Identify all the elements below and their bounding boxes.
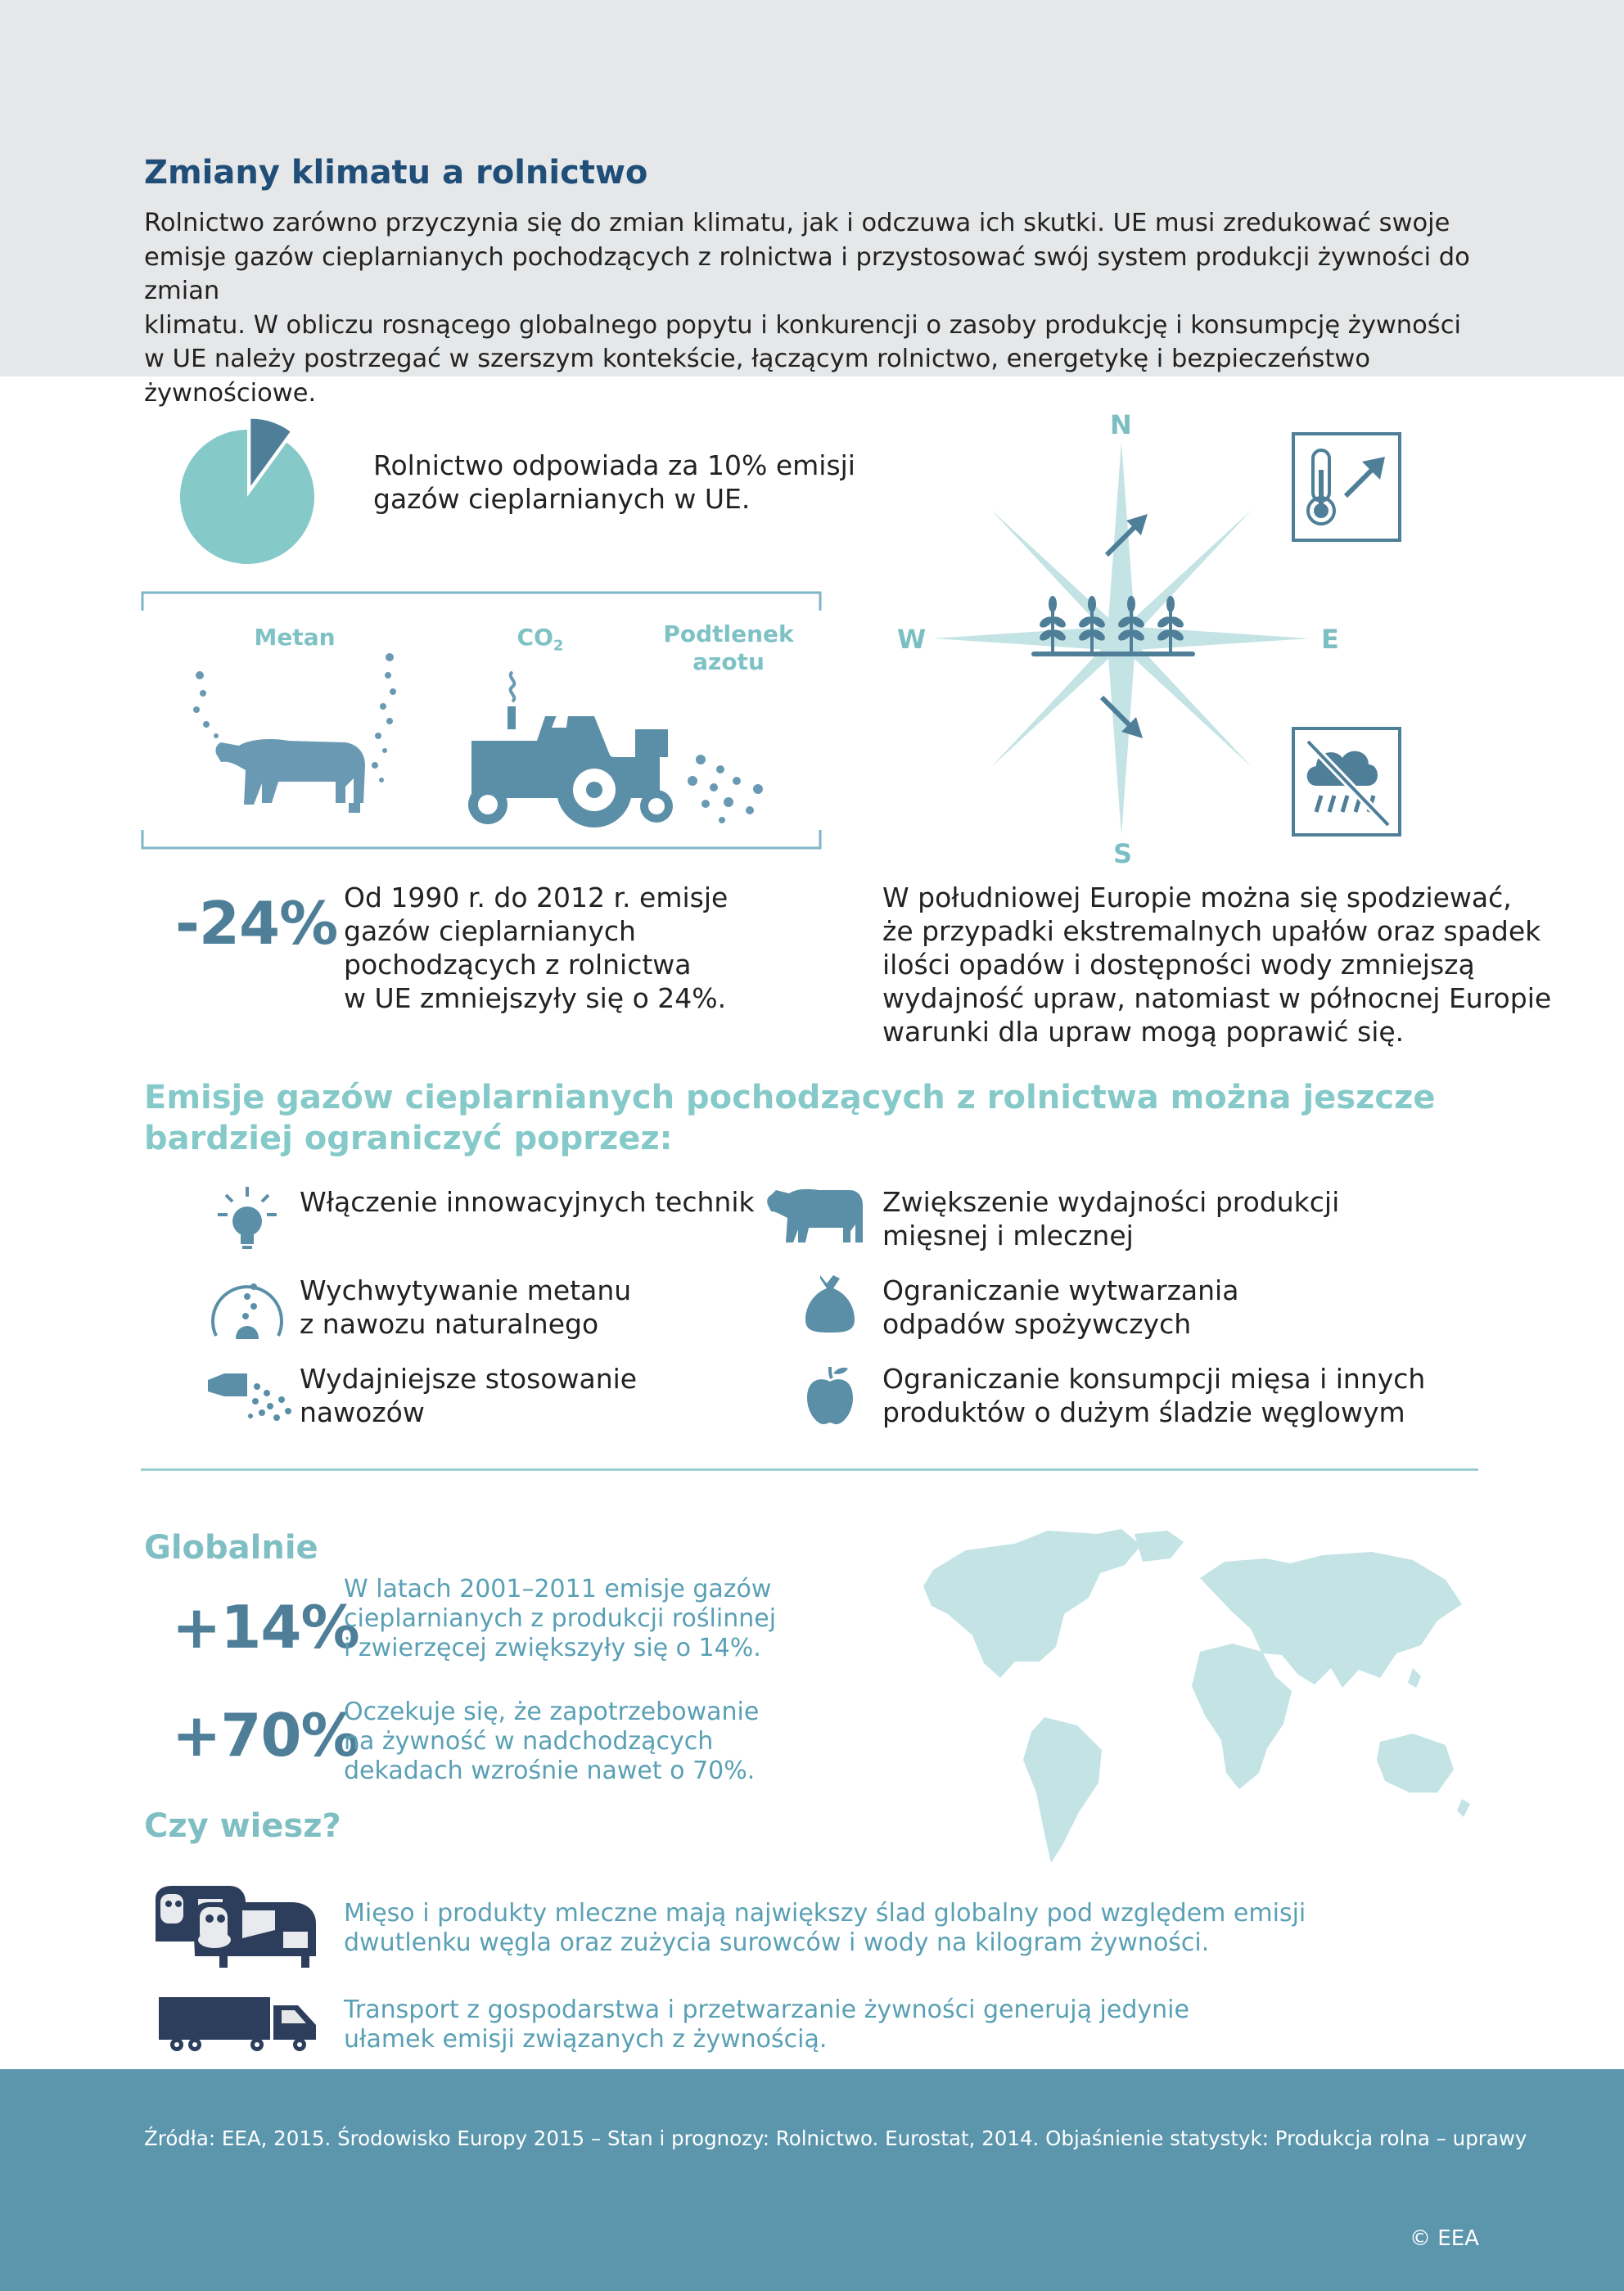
thermometer-rising-icon xyxy=(1292,432,1401,542)
reduce-item-efficiency xyxy=(882,1185,1339,1252)
reduction-line: pochodzących z rolnictwa xyxy=(344,949,692,981)
reduction-line: gazów cieplarnianych xyxy=(344,915,636,947)
intro-line: w UE należy postrzegać w szerszym kontekście, łączącym rolnictwo, energetykę i bezpieczeństwo żywnościowe. xyxy=(144,345,1371,408)
reduce-heading-line: Emisje gazów cieplarnianych pochodzących z rolnictwa można jeszcze xyxy=(144,1079,1436,1116)
share-text xyxy=(373,449,855,516)
reduce-item-innovation xyxy=(300,1185,755,1219)
reduce-item-line: odpadów spożywczych xyxy=(882,1308,1192,1340)
reduce-item-line: Wydajniejsze stosowanie xyxy=(300,1363,638,1395)
reduce-item-line: z nawozu naturalnego xyxy=(300,1308,599,1340)
global-stat-line: W latach 2001–2011 emisje gazów xyxy=(344,1575,772,1603)
world-map-icon xyxy=(922,1529,1486,1873)
share-line: gazów cieplarnianych w UE. xyxy=(373,483,751,515)
intro-line: Rolnictwo zarówno przyczynia się do zmian klimatu, jak i odczuwa ich skutki. UE musi zredukować swoje xyxy=(144,209,1450,237)
south-europe-line: warunki dla upraw mogą poprawić się. xyxy=(882,1016,1405,1048)
co2-main: CO xyxy=(517,624,553,651)
reduce-item-meat xyxy=(882,1362,1425,1429)
compass-east: E xyxy=(1321,624,1339,655)
south-europe-line: wydajność upraw, natomiast w północnej Europie xyxy=(882,982,1552,1014)
global-stat-value: +14% xyxy=(172,1593,359,1662)
global-stat-line: dekadach wzrośnie nawet o 70%. xyxy=(344,1757,756,1785)
cow-icon xyxy=(774,1182,866,1251)
footer-band xyxy=(0,2069,1624,2291)
south-europe-line: ilości opadów i dostępności wody zmniejszą xyxy=(882,949,1475,981)
intro-line: emisje gazów cieplarnianych pochodzących z rolnictwa i przystosować swój system produkcji żywności do zmian xyxy=(144,242,1470,305)
share-line: Rolnictwo odpowiada za 10% emisji xyxy=(373,449,855,481)
tractor-icon xyxy=(463,667,692,831)
compass-west: W xyxy=(897,624,927,655)
reduce-heading-line: bardziej ograniczyć poprzez: xyxy=(144,1120,673,1157)
reduce-item-line: produktów o dużym śladzie węglowym xyxy=(882,1396,1405,1428)
n2o-line: Podtlenek xyxy=(663,620,794,647)
fact-line: Mięso i produkty mleczne mają największy ślad globalny pod względem emisji xyxy=(344,1899,1306,1928)
reduce-item-waste xyxy=(882,1274,1238,1341)
lightbulb-icon xyxy=(214,1185,280,1251)
compass-north: N xyxy=(1110,409,1132,440)
copyright: © EEA xyxy=(1410,2226,1479,2251)
south-europe-line: W południowej Europie można się spodziewać, xyxy=(882,882,1512,913)
reduce-item-line: Ograniczanie konsumpcji mięsa i innych xyxy=(882,1363,1426,1395)
pie-chart-icon xyxy=(180,413,327,569)
south-europe-line: że przypadki ekstremalnych upałów oraz spadek xyxy=(882,915,1541,947)
nitrous-oxide-dots-icon xyxy=(684,753,783,827)
reduce-item-fertilizer xyxy=(300,1362,637,1429)
cows-icon xyxy=(152,1883,321,1973)
global-stat-value: +70% xyxy=(172,1701,359,1770)
reduce-item-line: Ograniczanie wytwarzania xyxy=(882,1274,1239,1306)
cow-methane-icon xyxy=(188,651,409,823)
fact-text xyxy=(344,1899,1306,1958)
cloud-rain-icon xyxy=(1292,727,1401,837)
global-stat-line: i zwierzęcej zwiększyły się o 14%. xyxy=(344,1634,761,1662)
apple-icon xyxy=(805,1365,855,1424)
page-title: Zmiany klimatu a rolnictwo xyxy=(144,154,648,192)
n2o-line: azotu xyxy=(692,648,765,675)
compass-rose-icon xyxy=(933,442,1310,835)
waste-bag-icon xyxy=(804,1272,856,1334)
global-heading: Globalnie xyxy=(144,1529,318,1567)
compass-south: S xyxy=(1113,838,1133,869)
fact-text xyxy=(344,1996,1189,2054)
reduce-item-line: Zwiększenie wydajności produkcji xyxy=(882,1186,1340,1218)
truck-icon xyxy=(159,1997,319,2051)
global-stat-line: cieplarnianych z produkcji roślinnej xyxy=(344,1604,777,1633)
global-stat-text xyxy=(344,1575,776,1663)
fact-line: dwutlenku węgla oraz zużycia surowców i wody na kilogram żywności. xyxy=(344,1928,1210,1957)
reduction-text xyxy=(344,881,728,1015)
pie-rest-slice xyxy=(180,430,314,564)
co2-label xyxy=(499,624,581,655)
reduce-item-line: nawozów xyxy=(300,1396,425,1428)
reduction-line: Od 1990 r. do 2012 r. emisje xyxy=(344,882,729,913)
co2-subscript: 2 xyxy=(553,637,564,655)
did-you-know-heading: Czy wiesz? xyxy=(144,1807,341,1845)
reduction-value: -24% xyxy=(175,889,338,958)
methane-label: Metan xyxy=(254,624,336,651)
south-europe-text xyxy=(882,881,1551,1049)
methane-capture-icon xyxy=(208,1270,286,1344)
reduce-heading xyxy=(144,1077,1436,1159)
global-stat-line: Oczekuje się, że zapotrzebowanie xyxy=(344,1698,760,1726)
reduction-line: w UE zmniejszyły się o 24%. xyxy=(344,982,727,1014)
intro-paragraph xyxy=(144,206,1503,410)
intro-line: klimatu. W obliczu rosnącego globalnego popytu i konkurencji o zasoby produkcję i konsumpcję żywności xyxy=(144,310,1461,340)
global-stat-text xyxy=(344,1698,759,1786)
sources-text: Źródła: EEA, 2015. Środowisko Europy 2015 – Stan i prognozy: Rolnictwo. Eurostat, 2014. Objaśnienie statystyk: Produkcja rolna – uprawy xyxy=(144,2126,1527,2150)
reduce-item-line: mięsnej i mlecznej xyxy=(882,1220,1134,1251)
section-divider xyxy=(141,1468,1478,1471)
reduce-item-line: Włączenie innowacyjnych technik xyxy=(300,1186,755,1218)
global-stat-line: na żywność w nadchodzących xyxy=(344,1727,714,1756)
fact-line: ułamek emisji związanych z żywnością. xyxy=(344,2025,828,2054)
reduce-item-line: Wychwytywanie metanu xyxy=(300,1274,632,1306)
fact-line: Transport z gospodarstwa i przetwarzanie żywności generują jedynie xyxy=(344,1996,1189,2024)
fertilizer-spreader-icon xyxy=(205,1362,295,1427)
reduce-item-methane xyxy=(300,1274,631,1341)
